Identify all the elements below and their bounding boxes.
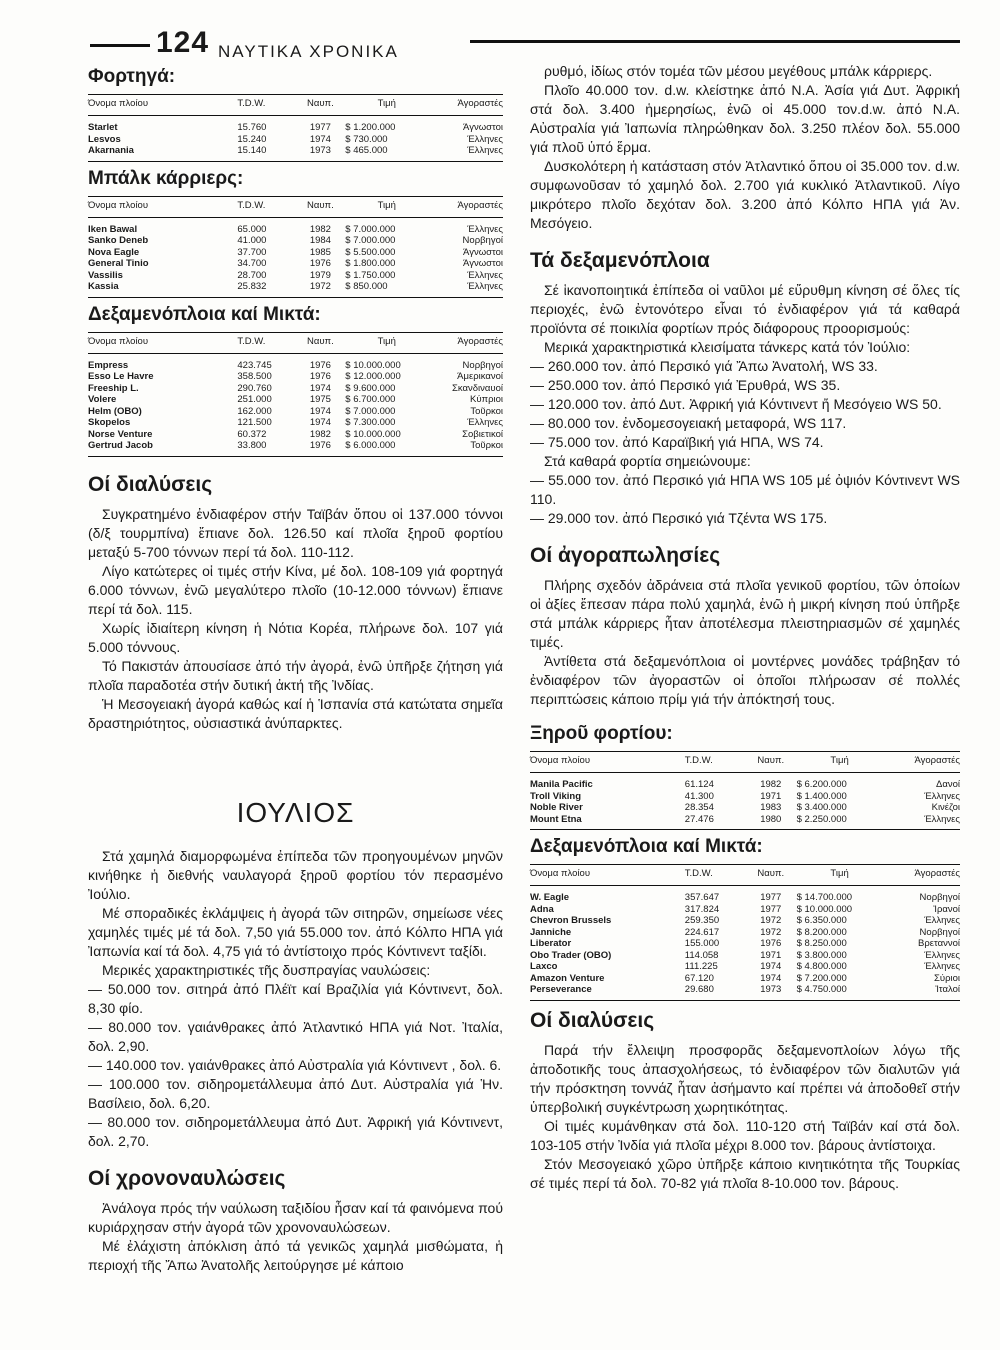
table-cell: Lesvos bbox=[88, 133, 121, 145]
table-cell: Iken Bawal bbox=[88, 223, 138, 235]
column-header: T.D.W. bbox=[685, 752, 745, 773]
table-cell: Troll Viking bbox=[530, 790, 582, 802]
column-header: T.D.W. bbox=[237, 196, 295, 217]
july-fixtures bbox=[88, 980, 503, 1151]
table-cell: Βρεταννοί bbox=[918, 938, 960, 949]
sale-purchase-text bbox=[530, 576, 960, 709]
paragraph: — 75.000 τον. ἀπό Καραϊβική γιά ΗΠΑ, WS 74. bbox=[530, 434, 824, 450]
table-cell: 1974 bbox=[309, 405, 331, 417]
table-cell: Gertrud Jacob bbox=[88, 440, 237, 456]
table-cell: 317.824 bbox=[684, 903, 720, 915]
table-cell: $ 4.750.000 bbox=[797, 984, 883, 1000]
table-cell: Akarnania bbox=[88, 145, 237, 161]
table-cell: 33.800 bbox=[237, 440, 295, 456]
paragraph: — 50.000 τον. σιτηρά ἀπό Πλέϊτ καί Βραζιλία γιά Κόντινεντ, δολ. 8,30 φίο. bbox=[88, 980, 503, 1016]
table-cell: Τοῦρκοι bbox=[470, 405, 503, 417]
table-cell: $ 6.000.000 bbox=[345, 440, 428, 456]
table-cell: $ 10.000.000 bbox=[796, 903, 853, 915]
table-cell: 15.140 bbox=[237, 145, 295, 161]
table-cell: Amazon Venture bbox=[530, 972, 605, 984]
table-row bbox=[88, 217, 503, 235]
scrapping-text bbox=[88, 505, 503, 733]
column-header: Τιμή bbox=[345, 95, 428, 116]
ship-table bbox=[530, 751, 960, 830]
table-cell: 1977 bbox=[760, 903, 782, 915]
table-cell: $ 3.400.000 bbox=[796, 802, 847, 813]
column-header: T.D.W. bbox=[237, 332, 295, 353]
table-cell: Έλληνες bbox=[428, 281, 503, 297]
table-cell: 1971 bbox=[760, 949, 782, 961]
table-cell: Chevron Brussels bbox=[530, 915, 612, 926]
paragraph: — 100.000 τον. σιδηρομετάλλευμα ἀπό Δυτ. Αὐστραλία γιά Ἡν. Βασίλειο, δολ. 6,20. bbox=[88, 1075, 503, 1111]
paragraph: Πλήρης σχεδόν ἀδράνεια στά πλοῖα γενικοῦ φορτίου, τῶν ὁποίων οἱ ἀξίες ἔπεσαν πάρα πολύ χαμηλά, ἐνῶ ἡ μικρή κίνηση πού ὑπῆρξε στά μπάλκ κάρριερς ἦταν ἀποτέλεσμα πλειστηριασμῶν σέ χαμηλές τιμές. bbox=[530, 577, 960, 650]
table-cell: Κινέζοι bbox=[931, 802, 960, 813]
table-cell: Ἰρανοί bbox=[933, 903, 960, 915]
table-cell: 1972 bbox=[760, 915, 782, 926]
table-cell: 15.760 bbox=[237, 122, 267, 133]
table-cell: $ 8.200.000 bbox=[796, 926, 847, 938]
table-cell: $ 1.400.000 bbox=[796, 790, 847, 802]
column-header: Όνομα πλοίου bbox=[88, 95, 237, 116]
table-cell: Άγνωστοι bbox=[463, 246, 503, 258]
table-row bbox=[530, 984, 960, 1000]
table-row bbox=[88, 383, 503, 395]
table-cell: Laxco bbox=[530, 961, 558, 972]
table-cell: 34.700 bbox=[237, 258, 267, 269]
section-heading-tankers: Δεξαμενόπλοια καί Μικτά: bbox=[88, 303, 321, 325]
table-cell: Έλληνες bbox=[467, 223, 503, 235]
paragraph: — 260.000 τον. ἀπό Περσικό γιά Ἄπω Ἀνατολή, WS 33. bbox=[530, 358, 878, 374]
table-cell: $ 6.350.000 bbox=[796, 915, 847, 926]
column-header: Ναυπ. bbox=[745, 752, 797, 773]
table-cell: Έλληνες bbox=[924, 961, 960, 972]
table-dry-cargo bbox=[530, 751, 960, 830]
table-cell: 29.680 bbox=[685, 984, 745, 1000]
table-row bbox=[530, 886, 960, 904]
table-cell: $ 9.600.000 bbox=[345, 382, 396, 394]
table-cell: Έλληνες bbox=[467, 417, 503, 428]
table-cell: 111.225 bbox=[684, 961, 718, 972]
column-header: Άγοραστές bbox=[883, 865, 960, 886]
table-cell: Adna bbox=[530, 903, 554, 915]
table-cell: Άγνωστοι bbox=[463, 258, 503, 269]
paragraph: Ἀντίθετα στά δεξαμενόπλοια οἱ μοντέρνες μονάδες τράβηξαν τό ἐνδιαφέρον τῶν ἀγοραστῶν οἱ ὁποῖοι πλήρωσαν σέ πολλές περιπτώσεις κάποιο πρίμ γιά τήν ἀπόκτησή τους. bbox=[530, 653, 960, 707]
paragraph: ρυθμό, ἰδίως στόν τομέα τῶν μέσου μεγέθους μπάλκ κάρριερς. bbox=[544, 63, 933, 79]
column-header: Ναυπ. bbox=[295, 332, 345, 353]
paragraph: Οἱ τιμές κυμάνθηκαν στά δολ. 110-120 στή Ταϊβάν καί στά δολ. 103-105 στήν Ἰνδία γιά πλοῖα μέχρι 8.000 τον. βάρους ἀντίστοιχα. bbox=[530, 1117, 960, 1153]
table-cell: Manila Pacific bbox=[530, 779, 593, 790]
table-cell: 1973 bbox=[745, 984, 797, 1000]
table-cell: Mount Etna bbox=[530, 814, 685, 830]
table-cell: 1982 bbox=[309, 223, 331, 235]
left-column bbox=[88, 62, 503, 1275]
table-cell: 1971 bbox=[760, 790, 782, 802]
section-heading-timecharter: Οί χρονοναυλώσεις bbox=[88, 1166, 286, 1190]
table-row bbox=[88, 235, 503, 247]
table-cell: 1977 bbox=[309, 122, 331, 133]
table-cell: Νορβηγοί bbox=[462, 235, 503, 246]
table-row bbox=[88, 134, 503, 146]
ship-table bbox=[88, 332, 503, 457]
table-cell: Noble River bbox=[530, 802, 583, 813]
july-text bbox=[88, 847, 503, 980]
table-row bbox=[530, 773, 960, 791]
table-row bbox=[88, 406, 503, 418]
table-row bbox=[530, 938, 960, 950]
table-row bbox=[88, 417, 503, 429]
table-cell: 1976 bbox=[309, 359, 331, 371]
table-cell: 1979 bbox=[309, 269, 331, 281]
table-cell: 15.240 bbox=[237, 133, 267, 145]
paragraph: Συγκρατημένο ἐνδιαφέρον στήν Ταϊβάν ὅπου οἱ 137.000 τόννοι (δ/ξ τουρμπίνα) ἔπιανε δολ. 126.50 καί πλοῖα ξηροῦ φορτίου μεταξύ 5-700 τόννων περί τά δολ. 110-112. bbox=[88, 505, 503, 560]
paragraph: Χωρίς ἰδιαίτερη κίνηση ἡ Νότια Κορέα, πλήρωνε δολ. 107 γιά 5.000 τόννους. bbox=[88, 619, 503, 655]
table-tankers bbox=[88, 332, 503, 457]
table-cell: 1974 bbox=[309, 133, 331, 145]
section-heading-tanker-market: Τά δεξαμενόπλοια bbox=[530, 249, 710, 272]
table-row bbox=[88, 371, 503, 383]
table-row bbox=[530, 973, 960, 985]
paragraph: Μέ ἐλάχιστη ἀπόκλιση ἀπό τά γενικῶς χαμηλά μισθώματα, ἡ περιοχή τῆς Ἄπω Ἀνατολῆς λειτούργησε μέ κάποιο bbox=[88, 1237, 503, 1273]
table-cell: 67.120 bbox=[684, 972, 714, 984]
table-cell: $ 12.000.000 bbox=[345, 371, 401, 382]
table-cell: 251.000 bbox=[237, 394, 272, 405]
table-cell: 1976 bbox=[295, 440, 345, 456]
section-heading-bulk: Μπάλκ κάρριερς: bbox=[88, 167, 244, 189]
table-cell: Obo Trader (OBO) bbox=[530, 949, 612, 961]
paragraph: Παρά τήν ἔλλειψη προσφορᾶς δεξαμενοπλοίων λόγω τῆς ἀποδοτικῆς τους ἀπασχολήσεως, τό ἐνδιαφέρον τῶν διαλυτῶν γιά τήν πρόσκτηση τοννάζ ἦταν ἀσήμαντο καί πρέπει νά ἀποδοθεῖ στήν ὑπερβολική συγκέντρωση χωρητικότητας. bbox=[530, 1041, 960, 1115]
table-cell: $ 730.000 bbox=[345, 133, 388, 145]
page-number: 124 bbox=[156, 26, 210, 59]
table-cell: Τοῦρκοι bbox=[428, 440, 503, 456]
table-cell: $ 850.000 bbox=[345, 281, 428, 297]
table-cell: Starlet bbox=[88, 122, 118, 133]
table-row bbox=[88, 247, 503, 259]
table-row bbox=[88, 116, 503, 134]
table-cell: 1980 bbox=[745, 814, 797, 830]
table-cell: $ 6.700.000 bbox=[345, 394, 396, 405]
table-cell: Σοβιετικοί bbox=[462, 428, 503, 440]
paragraph: — 29.000 τον. ἀπό Περσικό γιά Τζέντα WS 175. bbox=[530, 510, 828, 526]
column-header: Όνομα πλοίου bbox=[88, 332, 237, 353]
table-cell: 1976 bbox=[760, 938, 782, 949]
table-cell: Νορβηγοί bbox=[919, 926, 960, 938]
table-cell: Skopelos bbox=[88, 417, 131, 428]
table-cell: 1972 bbox=[760, 926, 782, 938]
table-cell: $ 7.000.000 bbox=[345, 223, 396, 235]
table-row bbox=[88, 429, 503, 441]
column-header: T.D.W. bbox=[685, 865, 745, 886]
header-rule-right bbox=[470, 40, 960, 43]
table-cell: $ 7.000.000 bbox=[345, 235, 396, 246]
section-heading-scrapping-2: Οί διαλύσεις bbox=[530, 1008, 655, 1032]
table-cell: Nova Eagle bbox=[88, 246, 140, 258]
paragraph: — 80.000 τον. γαιάνθρακες ἀπό Ἀτλαντικό ΗΠΑ γιά Νοτ. Ἰταλία, δολ. 2,90. bbox=[88, 1018, 503, 1054]
table-cell: Empress bbox=[88, 359, 129, 371]
ship-table bbox=[88, 94, 503, 162]
table-cell: 25.832 bbox=[237, 281, 295, 297]
table-cell: 28.354 bbox=[684, 802, 714, 813]
table-cell: 1977 bbox=[760, 892, 782, 903]
table-cell: Κύπριοι bbox=[470, 394, 503, 405]
paragraph: Ἡ Μεσογειακή ἀγορά καθώς καί ἡ Ἱσπανία στά κατώτατα σημεῖα δραστηριότητος, οὐσιαστικά ἀνύπαρκτες. bbox=[88, 695, 503, 731]
paragraph: Πλοῖο 40.000 τον. d.w. κλείστηκε ἀπό Ν.Α. Ἀσία γιά Δυτ. Ἀφρική στά δολ. 3.400 ἡμερησίως, ἐνῶ οἱ 45.000 τον.d.w. ἀπό Ν.Α. Αὐστραλία γιά Ἰαπωνία πληρώθηκαν δολ. 3.250 πλέον δολ. 55.000 γιά πλοῦ ὑπό ἕρμα. bbox=[530, 82, 960, 155]
section-heading-dry-cargo: Ξηροῦ φορτίου: bbox=[530, 723, 673, 744]
table-cell: $ 465.000 bbox=[345, 145, 428, 161]
paragraph: Μερικά χαρακτηριστικά κλεισίματα τάνκερς κατά τόν Ἰούλιο: bbox=[544, 339, 911, 355]
table-cell: Esso Le Havre bbox=[88, 371, 154, 382]
table-cell: 1972 bbox=[295, 281, 345, 297]
table-cell: 1974 bbox=[309, 382, 331, 394]
table-cell: 37.700 bbox=[237, 246, 267, 258]
right-column bbox=[530, 62, 960, 1193]
continued-text bbox=[530, 62, 960, 233]
timecharter-text bbox=[88, 1199, 503, 1275]
table-cell: 60.372 bbox=[237, 428, 267, 440]
table-cell: 290.760 bbox=[237, 382, 272, 394]
table-cell: Νορβηγοί bbox=[462, 359, 503, 371]
table-row bbox=[530, 802, 960, 814]
paragraph: Μέ σποραδικές ἐκλάμψεις ἡ ἀγορά τῶν σιτηρῶν, σημείωσε νέες χαμηλές τιμές μέ τά δολ. 7,50 γιά 55.000 τον. ἀπό Κόλπο ΗΠΑ γιά Ἰαπωνία καί τά δολ. 4,75 γιά τό ἀντίστοιχο πρός Κόντινεντ ταξίδι. bbox=[88, 904, 503, 959]
column-header: Άγοραστές bbox=[428, 332, 503, 353]
table-cell: 1974 bbox=[760, 972, 782, 984]
table-cell: $ 4.800.000 bbox=[796, 961, 847, 972]
table-cell: 162.000 bbox=[237, 405, 272, 417]
table-cell: Ἰταλοί bbox=[883, 984, 960, 1000]
table-cell: $ 1.800.000 bbox=[345, 258, 396, 269]
clean-cargo-label: Στά καθαρά φορτία σημειώνουμε: bbox=[544, 453, 751, 469]
column-header: Όνομα πλοίου bbox=[530, 865, 685, 886]
table-cell: 1984 bbox=[309, 235, 331, 246]
table-cell: Έλληνες bbox=[924, 790, 960, 802]
table-cell: 1976 bbox=[309, 371, 331, 382]
header-rule-left bbox=[90, 44, 150, 47]
paragraph: Στόν Μεσογειακό χῶρο ὑπῆρξε κάποιο κινητικότητα τῆς Τουρκίας σέ τιμές περί τά δολ. 70-82 γιά πλοῖα 8-10.000 τον. βάρους. bbox=[530, 1155, 960, 1191]
table-row bbox=[88, 145, 503, 161]
table-row bbox=[530, 791, 960, 803]
table-row bbox=[530, 915, 960, 927]
paragraph: Σέ ἱκανοποιητικά ἐπίπεδα οἱ ναῦλοι μέ εὔρυθμη κίνηση σέ ὅλες τίς περιοχές, ἐνῶ ἐντονότερο εἶναι τό ἐνδιαφέρον γιά τά καθαρά προϊόντα σέ ποικιλία φορτίων πρός διάφορους προορισμούς: bbox=[530, 282, 960, 336]
tanker-market-text bbox=[530, 281, 960, 357]
table-bulk bbox=[88, 196, 503, 298]
section-heading-tankers-2: Δεξαμενόπλοια καί Μικτά: bbox=[530, 836, 763, 857]
paragraph: Στά χαμηλά διαμορφωμένα ἐπίπεδα τῶν προηγουμένων μηνῶν κινήθηκε ἡ διεθνής ναυλαγορά ξηροῦ φορτίου τόν περασμένο Ἰούλιο. bbox=[88, 847, 503, 902]
table-cell: Freeship L. bbox=[88, 382, 139, 394]
table-cell: 61.124 bbox=[684, 779, 714, 790]
table-cell: 1974 bbox=[760, 961, 782, 972]
paragraph: — 250.000 τον. ἀπό Περσικό γιά Ἐρυθρά, WS 35. bbox=[530, 377, 841, 393]
paragraph: Ἀνάλογα πρός τήν ναύλωση ταξιδίου ἦσαν καί τά φαινόμενα πού κυριάρχησαν στήν ἀγορά τῶν χρονοναυλώσεων. bbox=[88, 1199, 503, 1235]
table-tankers-2 bbox=[530, 864, 960, 1001]
table-cell: 1974 bbox=[309, 417, 331, 428]
table-cell: Perseverance bbox=[530, 984, 685, 1000]
table-cell: $ 2.250.000 bbox=[797, 814, 883, 830]
paragraph: Μερικές χαρακτηριστικές τῆς δυσπραγίας ναυλώσεις: bbox=[102, 961, 431, 978]
table-cell: Vassilis bbox=[88, 269, 123, 281]
paragraph: — 140.000 τον. γαιάνθρακες ἀπό Αὐστραλία γιά Κόντινεντ , δολ. 6. bbox=[88, 1056, 502, 1073]
table-cell: Helm (OBO) bbox=[88, 405, 142, 417]
tanker-fixtures bbox=[530, 357, 960, 452]
table-cell: Άμερικανοί bbox=[457, 371, 503, 382]
column-header: Ναυπ. bbox=[295, 196, 345, 217]
table-cell: 1982 bbox=[309, 428, 331, 440]
table-cell: General Tinio bbox=[88, 258, 149, 269]
paragraph: Δυσκολότερη ἡ κατάσταση στόν Ἀτλαντικό ὅπου οἱ 35.000 τον. d.w. συμφωνοῦσαν τό χαμηλό δολ. 2.700 γιά κυκλικό Ἀτλαντικοῦ. Λίγο μικρότερο πλοῖο δεχόταν δολ. 3.200 ἀπό Κόλπο ΗΠΑ γιά Ἀν. Μεσόγειο. bbox=[530, 158, 960, 231]
section-heading-sale-purchase: Οί ἀγοραπωλησίες bbox=[530, 544, 721, 567]
table-cell: Άγνωστοι bbox=[463, 122, 503, 133]
table-cell: Έλληνες bbox=[467, 269, 503, 281]
table-row bbox=[88, 394, 503, 406]
table-cell: Έλληνες bbox=[883, 814, 960, 830]
table-cell: Liberator bbox=[530, 938, 572, 949]
table-cell: 1985 bbox=[309, 246, 331, 258]
table-row bbox=[530, 814, 960, 830]
table-cell: Νορβηγοί bbox=[919, 892, 960, 903]
section-heading-scrapping: Οί διαλύσεις bbox=[88, 472, 213, 496]
table-cell: $ 8.250.000 bbox=[796, 938, 847, 949]
table-cell: 224.617 bbox=[684, 926, 720, 938]
column-header: Ναυπ. bbox=[295, 95, 345, 116]
table-cell: 1983 bbox=[760, 802, 782, 813]
ship-table bbox=[530, 864, 960, 1001]
table-row bbox=[88, 440, 503, 456]
table-cell: 28.700 bbox=[237, 269, 267, 281]
table-cell: $ 1.750.000 bbox=[345, 269, 396, 281]
table-row bbox=[88, 281, 503, 297]
table-cell: Δανοί bbox=[936, 779, 960, 790]
section-heading-cargo: Φορτηγά: bbox=[88, 66, 176, 87]
table-cell: Έλληνες bbox=[467, 133, 503, 145]
table-cell: 65.000 bbox=[237, 223, 267, 235]
table-cell: 357.647 bbox=[684, 892, 720, 903]
section-heading-july: ΙΟΥΛΙΟΣ bbox=[236, 796, 355, 828]
column-header: Τιμή bbox=[345, 332, 428, 353]
table-cell: Σκανδιναυοί bbox=[452, 382, 503, 394]
table-cell: 1976 bbox=[309, 258, 331, 269]
column-header: Ναυπ. bbox=[745, 865, 797, 886]
table-row bbox=[88, 270, 503, 282]
magazine-title: ΝΑΥΤΙΚΑ ΧΡΟΝΙΚΑ bbox=[218, 42, 399, 61]
table-row bbox=[530, 904, 960, 916]
table-row bbox=[530, 950, 960, 962]
table-cell: Έλληνες bbox=[428, 145, 503, 161]
table-cell: Kassia bbox=[88, 281, 237, 297]
table-cell: 1982 bbox=[760, 779, 782, 790]
table-cell: Σύριοι bbox=[934, 972, 960, 984]
table-cargo bbox=[88, 94, 503, 162]
column-header: T.D.W. bbox=[237, 95, 295, 116]
paragraph: — 80.000 τον. ἐνδομεσογειακή μεταφορά, WS 117. bbox=[530, 415, 847, 431]
paragraph: — 80.000 τον. σιδηρομετάλλευμα ἀπό Δυτ. Ἀφρική γιά Κόντινεντ, δολ. 2,70. bbox=[88, 1113, 503, 1149]
table-cell: Volere bbox=[88, 394, 117, 405]
ship-table bbox=[88, 196, 503, 298]
column-header: Τιμή bbox=[345, 196, 428, 217]
table-cell: 358.500 bbox=[237, 371, 272, 382]
column-header: Όνομα πλοίου bbox=[530, 752, 685, 773]
column-header: Τιμή bbox=[797, 865, 883, 886]
column-header: Όνομα πλοίου bbox=[88, 196, 237, 217]
table-cell: Norse Venture bbox=[88, 428, 153, 440]
table-cell: 423.745 bbox=[237, 359, 272, 371]
paragraph: Τό Πακιστάν ἀπουσίασε ἀπό τήν ἀγορά, ἐνῶ ὑπῆρξε ζήτηση γιά πλοῖα παραδοτέα στήν δυτική ἀκτή τῆς Ἰνδίας. bbox=[88, 657, 503, 693]
table-cell: 155.000 bbox=[684, 938, 720, 949]
table-cell: Sanko Deneb bbox=[88, 235, 149, 246]
table-cell: 259.350 bbox=[684, 915, 720, 926]
table-cell: $ 7.200.000 bbox=[796, 972, 847, 984]
column-header: Άγοραστές bbox=[428, 95, 503, 116]
paragraph: — 120.000 τον. ἀπό Δυτ. Ἀφρική γιά Κόντινεντ ἤ Μεσόγειο WS 50. bbox=[530, 396, 942, 412]
scrapping-2-text bbox=[530, 1041, 960, 1193]
table-cell: 1973 bbox=[295, 145, 345, 161]
table-cell: 41.000 bbox=[237, 235, 267, 246]
table-cell: $ 5.500.000 bbox=[345, 246, 396, 258]
paragraph: Λίγο κατώτερες οἱ τιμές στήν Κίνα, μέ δολ. 108-109 γιά φορτηγά 6.000 τόννων, ἐνῶ μεγαλύτερο πλοῖο (10-12.000 τόννων) ἔπιανε περί τά δολ. 115. bbox=[88, 562, 503, 617]
table-cell: 41.300 bbox=[684, 790, 714, 802]
table-cell: 1975 bbox=[309, 394, 331, 405]
table-cell: Janniche bbox=[530, 926, 572, 938]
table-cell: $ 10.000.000 bbox=[345, 359, 401, 371]
table-row bbox=[530, 961, 960, 973]
table-cell: Έλληνες bbox=[924, 915, 960, 926]
table-cell: $ 14.700.000 bbox=[796, 892, 853, 903]
table-cell: 114.058 bbox=[684, 949, 719, 961]
column-header: Άγοραστές bbox=[883, 752, 960, 773]
paragraph: — 55.000 τον. ἀπό Περσικό γιά ΗΠΑ WS 105 μέ ὀψιόν Κόντινεντ WS 110. bbox=[530, 472, 960, 507]
column-header: Τιμή bbox=[797, 752, 883, 773]
table-cell: $ 6.200.000 bbox=[796, 779, 847, 790]
table-row bbox=[530, 927, 960, 939]
table-row bbox=[88, 353, 503, 371]
table-cell: $ 1.200.000 bbox=[345, 122, 396, 133]
table-cell: $ 3.800.000 bbox=[796, 949, 847, 961]
table-cell: 27.476 bbox=[685, 814, 745, 830]
table-row bbox=[88, 258, 503, 270]
table-cell: $ 10.000.000 bbox=[345, 428, 401, 440]
table-cell: 121.500 bbox=[237, 417, 272, 428]
table-cell: $ 7.300.000 bbox=[345, 417, 396, 428]
table-cell: Έλληνες bbox=[924, 949, 960, 961]
column-header: Άγοραστές bbox=[428, 196, 503, 217]
table-cell: $ 7.000.000 bbox=[345, 405, 396, 417]
clean-fixtures bbox=[530, 471, 960, 528]
table-cell: W. Eagle bbox=[530, 892, 570, 903]
